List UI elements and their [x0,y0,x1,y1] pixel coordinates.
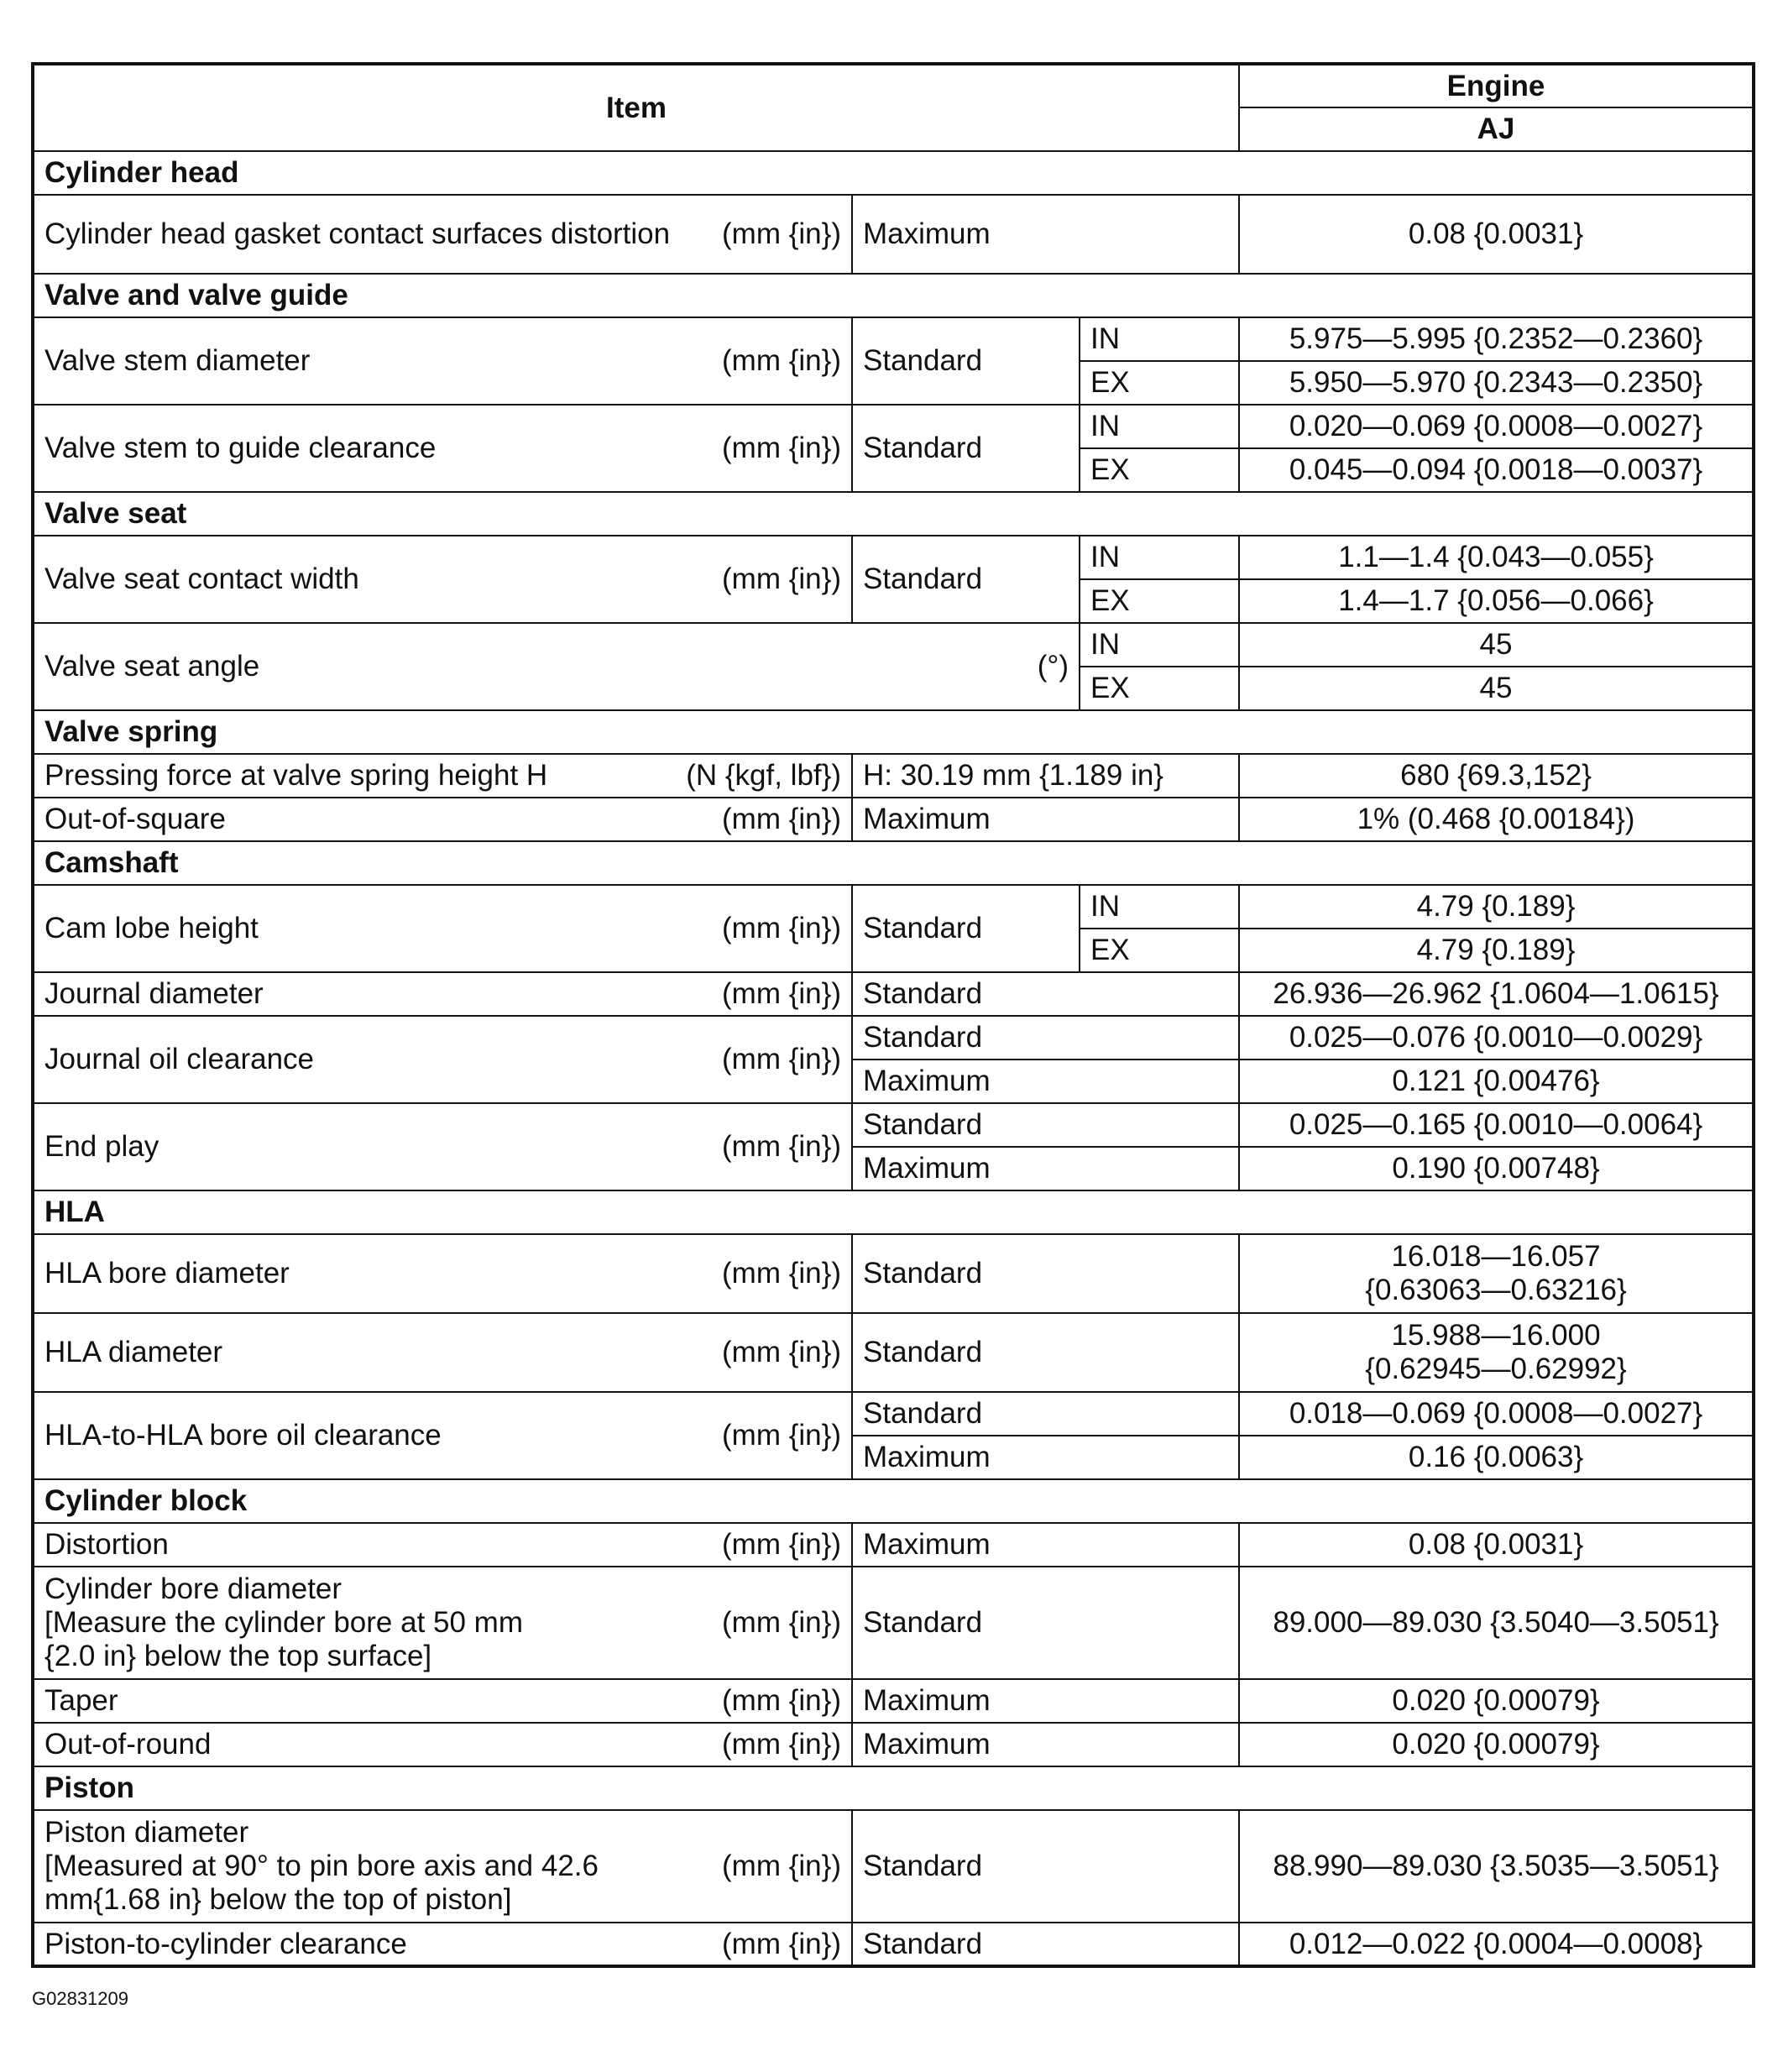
condition-cell: Standard [852,1103,1239,1147]
item-label: Valve stem diameter [44,344,311,377]
condition-cell: Standard [852,1392,1239,1436]
value-line: 16.018—16.057 [1391,1240,1601,1273]
value-line: {0.62945—0.62992} [1365,1353,1627,1385]
value-cell: 0.012—0.022 {0.0004—0.0008} [1239,1923,1754,1966]
ex-label: EX [1080,361,1239,405]
value-cell: 5.950—5.970 {0.2343—0.2350} [1239,361,1754,405]
table-row [33,1923,1754,1966]
unit-label: (mm {in}) [722,1528,841,1561]
in-label: IN [1080,885,1239,929]
condition-cell: Standard [852,405,1080,492]
table-row [33,1810,1754,1923]
item-label: Piston diameter [44,1816,249,1849]
table-row [33,1313,1754,1392]
table-row [33,317,1754,361]
table-row [33,536,1754,579]
condition-cell: Standard [852,1234,1239,1313]
table-row [33,885,1754,929]
table-row [33,623,1754,667]
value-cell: 4.79 {0.189} [1239,885,1754,929]
unit-label: (°) [1037,650,1069,683]
condition-cell: Standard [852,885,1080,972]
table-row [33,1723,1754,1766]
ex-label: EX [1080,579,1239,623]
value-cell: 45 [1239,623,1754,667]
value-cell: 4.79 {0.189} [1239,929,1754,972]
value-cell: 5.975—5.995 {0.2352—0.2360} [1239,317,1754,361]
item-label: [Measured at 90° to pin bore axis and 42.6 [44,1850,599,1882]
condition-cell: Maximum [852,1147,1239,1190]
value-cell: 0.190 {0.00748} [1239,1147,1754,1190]
item-label: End play [44,1130,159,1163]
unit-label: (mm {in}) [722,977,841,1010]
item-label: HLA bore diameter [44,1257,290,1290]
in-label: IN [1080,536,1239,579]
in-label: IN [1080,623,1239,667]
item-label: Valve stem to guide clearance [44,432,437,464]
item-label: Out-of-round [44,1728,212,1761]
item-cell [33,1103,852,1190]
item-label: Pressing force at valve spring height H [44,759,548,792]
table-row [33,195,1754,274]
section-row [33,710,1754,754]
item-cell [33,1723,852,1766]
section-row [33,492,1754,536]
condition-cell: Maximum [852,1679,1239,1723]
unit-label: (mm {in}) [722,1043,841,1075]
item-cell [33,972,852,1016]
condition-cell: Standard [852,1567,1239,1679]
specifications-table [31,62,1755,1968]
section-title: Camshaft [33,841,1754,885]
header-engine: Engine [1239,64,1754,107]
condition-cell: Standard [852,1810,1239,1923]
section-row [33,1190,1754,1234]
item-cell [33,405,852,492]
section-row [33,1766,1754,1810]
condition-cell: Standard [852,972,1239,1016]
item-label: mm{1.68 in} below the top of piston] [44,1883,512,1916]
section-title: HLA [33,1190,1754,1234]
unit-label: (mm {in}) [722,1130,841,1163]
item-cell [33,1313,852,1392]
condition-cell: Standard [852,1016,1239,1060]
table-row [33,1234,1754,1313]
table-row [33,1567,1754,1679]
condition-cell: Standard [852,317,1080,405]
value-cell: 0.045—0.094 {0.0018—0.0037} [1239,448,1754,492]
value-cell: 0.020 {0.00079} [1239,1679,1754,1723]
item-cell [33,885,852,972]
unit-label: (mm {in}) [722,1850,841,1882]
value-cell: 1.4—1.7 {0.056—0.066} [1239,579,1754,623]
header-item: Item [33,64,1239,151]
value-cell: 0.025—0.076 {0.0010—0.0029} [1239,1016,1754,1060]
section-title: Cylinder head [33,151,1754,195]
table-row [33,405,1754,448]
value-cell: 0.018—0.069 {0.0008—0.0027} [1239,1392,1754,1436]
value-cell: 0.025—0.165 {0.0010—0.0064} [1239,1103,1754,1147]
unit-label: (mm {in}) [722,1728,841,1761]
value-cell: 0.08 {0.0031} [1239,195,1754,274]
value-cell: 0.020—0.069 {0.0008—0.0027} [1239,405,1754,448]
value-line: 15.988—16.000 [1391,1319,1601,1352]
figure-code: G02831209 [32,1988,128,2009]
item-label: Piston-to-cylinder clearance [44,1927,407,1960]
unit-label: (mm {in}) [722,344,841,377]
value-cell: 0.020 {0.00079} [1239,1723,1754,1766]
condition-cell: Standard [852,1923,1239,1966]
section-row [33,274,1754,317]
value-cell [1239,1313,1754,1392]
table-row [33,972,1754,1016]
item-label: Valve seat contact width [44,562,359,595]
condition-cell: Maximum [852,1523,1239,1567]
section-row [33,841,1754,885]
unit-label: (mm {in}) [722,432,841,464]
item-cell [33,754,852,798]
value-cell: 45 [1239,667,1754,710]
value-line: {0.63063—0.63216} [1365,1274,1627,1306]
item-cell [33,1923,852,1966]
section-row [33,1479,1754,1523]
table-row [33,1016,1754,1060]
unit-label: (mm {in}) [722,562,841,595]
item-cell [33,195,852,274]
value-cell: 89.000—89.030 {3.5040—3.5051} [1239,1567,1754,1679]
condition-cell: Maximum [852,1723,1239,1766]
unit-label: (mm {in}) [722,803,841,835]
item-label: Distortion [44,1528,169,1561]
item-cell [33,1392,852,1479]
item-label: Journal oil clearance [44,1043,315,1075]
item-label: HLA diameter [44,1336,223,1368]
unit-label: (mm {in}) [722,1927,841,1960]
item-label: HLA-to-HLA bore oil clearance [44,1419,442,1452]
in-label: IN [1080,317,1239,361]
condition-cell: H: 30.19 mm {1.189 in} [852,754,1239,798]
item-cell [33,317,852,405]
section-title: Valve spring [33,710,1754,754]
condition-cell: Standard [852,536,1080,623]
ex-label: EX [1080,929,1239,972]
unit-label: (mm {in}) [722,1684,841,1717]
section-title: Valve and valve guide [33,274,1754,317]
item-label: Valve seat angle [44,650,260,683]
condition-cell: Maximum [852,1060,1239,1103]
unit-label: (mm {in}) [722,1257,841,1290]
condition-cell: Maximum [852,798,1239,841]
item-cell [33,536,852,623]
unit-label: (mm {in}) [722,1606,841,1639]
unit-label: (mm {in}) [722,912,841,944]
condition-cell: Standard [852,1313,1239,1392]
value-cell: 0.16 {0.0063} [1239,1436,1754,1479]
item-label: Cylinder bore diameter [44,1572,342,1605]
unit-label: (mm {in}) [722,1419,841,1452]
section-title: Valve seat [33,492,1754,536]
item-cell [33,1567,852,1679]
value-cell: 0.08 {0.0031} [1239,1523,1754,1567]
value-cell [1239,1234,1754,1313]
table-row [33,1679,1754,1723]
unit-label: (mm {in}) [722,217,841,250]
item-label: {2.0 in} below the top surface] [44,1640,432,1672]
item-cell [33,1679,852,1723]
header-engine-model: AJ [1239,107,1754,151]
condition-cell: Maximum [852,1436,1239,1479]
ex-label: EX [1080,448,1239,492]
unit-label: (N {kgf, lbf}) [686,759,841,792]
item-label: Taper [44,1684,118,1717]
value-cell: 1% (0.468 {0.00184}) [1239,798,1754,841]
value-cell: 680 {69.3,152} [1239,754,1754,798]
value-cell: 1.1—1.4 {0.043—0.055} [1239,536,1754,579]
unit-label: (mm {in}) [722,1336,841,1368]
item-cell [33,1810,852,1923]
value-cell: 0.121 {0.00476} [1239,1060,1754,1103]
item-label: Journal diameter [44,977,264,1010]
item-label: Cylinder head gasket contact surfaces distortion [44,217,671,250]
table-row [33,1392,1754,1436]
section-row [33,151,1754,195]
condition-cell: Maximum [852,195,1239,274]
in-label: IN [1080,405,1239,448]
value-cell: 26.936—26.962 {1.0604—1.0615} [1239,972,1754,1016]
item-label: Out-of-square [44,803,226,835]
section-title: Piston [33,1766,1754,1810]
section-title: Cylinder block [33,1479,1754,1523]
item-label: Cam lobe height [44,912,259,944]
header-row [33,64,1754,107]
value-cell: 88.990—89.030 {3.5035—3.5051} [1239,1810,1754,1923]
table-row [33,754,1754,798]
item-cell [33,1234,852,1313]
item-label: [Measure the cylinder bore at 50 mm [44,1606,523,1639]
item-cell [33,1016,852,1103]
table-row [33,798,1754,841]
table-row [33,1523,1754,1567]
item-cell [33,798,852,841]
item-cell [33,1523,852,1567]
item-cell [33,623,1080,710]
ex-label: EX [1080,667,1239,710]
table-row [33,1103,1754,1147]
